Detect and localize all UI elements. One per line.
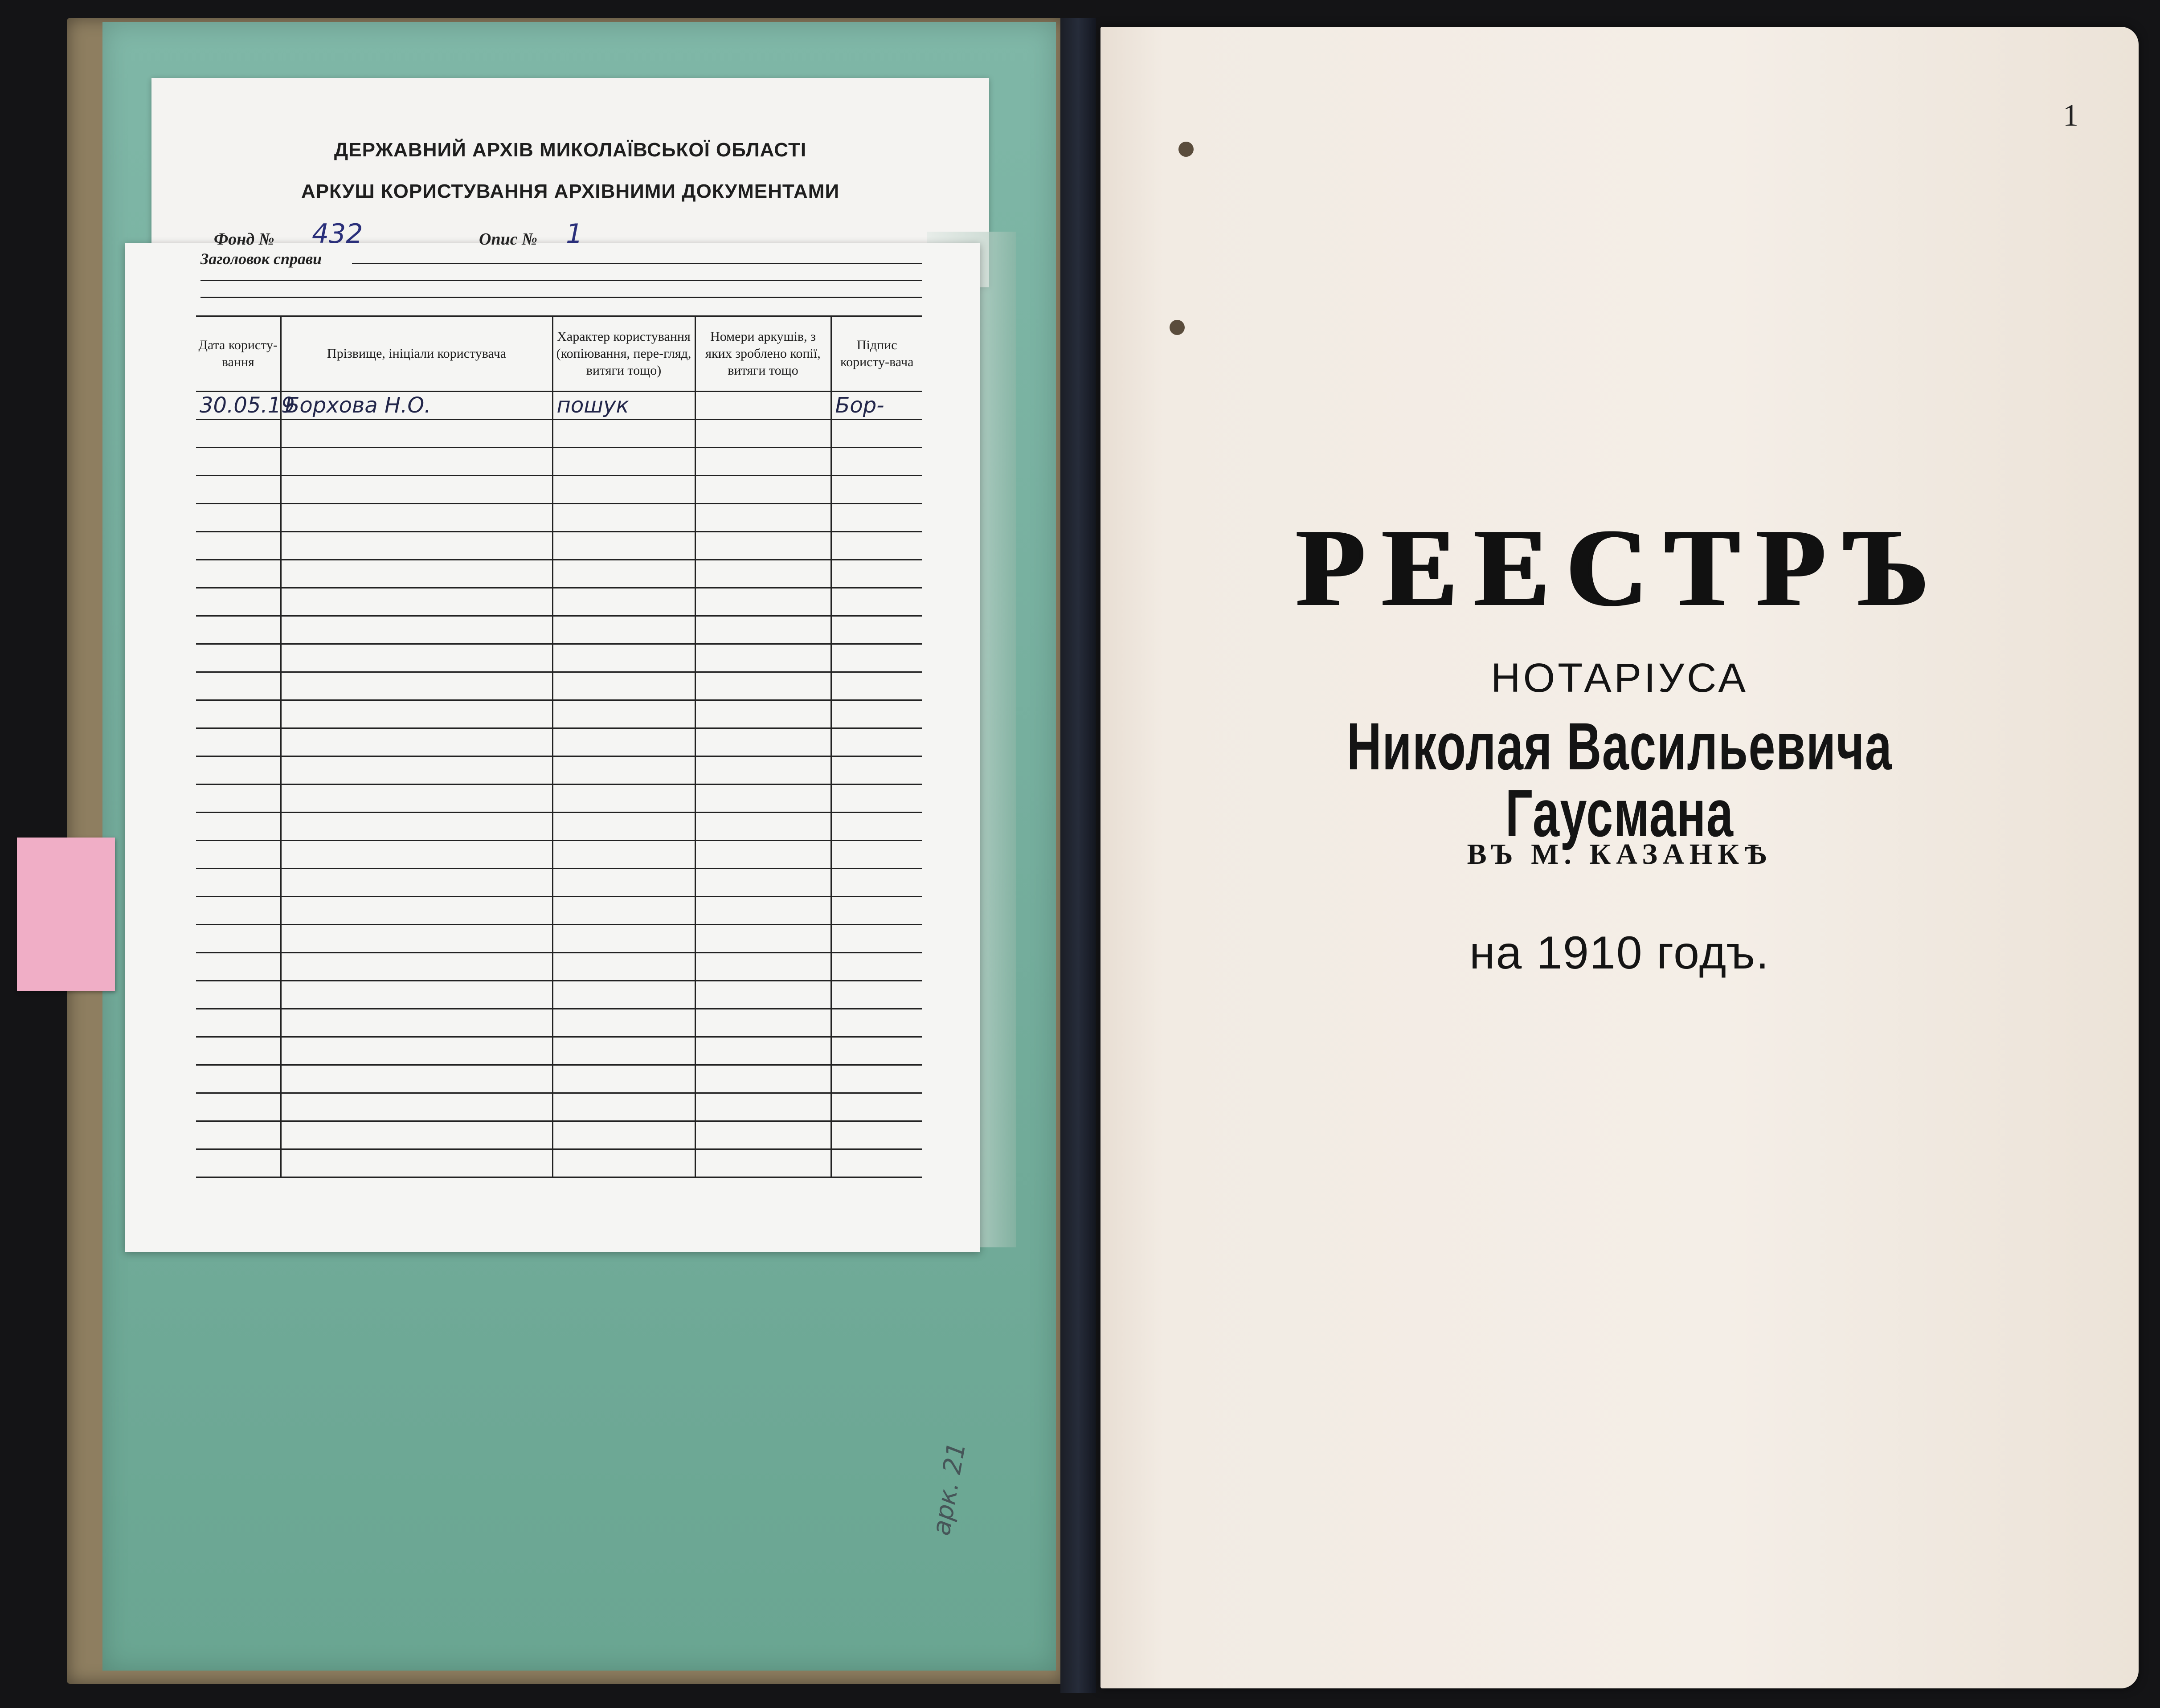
table-cell-empty bbox=[831, 476, 922, 504]
usage-table-header bbox=[196, 316, 922, 392]
case-title-rule-2 bbox=[200, 280, 922, 281]
table-cell-empty bbox=[552, 728, 695, 756]
table-row-empty bbox=[196, 588, 922, 616]
table-cell-empty bbox=[281, 700, 552, 728]
table-cell-empty bbox=[552, 700, 695, 728]
table-cell-empty bbox=[831, 1149, 922, 1177]
table-cell-empty bbox=[552, 532, 695, 560]
table-cell-empty bbox=[695, 1121, 831, 1149]
page-number: 1 bbox=[2063, 98, 2078, 133]
table-cell-empty bbox=[831, 616, 922, 644]
table-cell-empty bbox=[196, 841, 281, 869]
table-cell-empty bbox=[281, 532, 552, 560]
col-header-name: Прізвище, ініціали користувача bbox=[281, 316, 552, 392]
table-cell-empty bbox=[552, 644, 695, 672]
table-cell-empty bbox=[281, 897, 552, 925]
table-row-empty bbox=[196, 897, 922, 925]
table-cell-empty bbox=[695, 897, 831, 925]
table-cell-empty bbox=[552, 953, 695, 981]
table-cell-empty bbox=[281, 1149, 552, 1177]
binding-hole-top bbox=[1178, 142, 1194, 157]
table-cell-empty bbox=[552, 672, 695, 700]
table-cell-empty bbox=[196, 785, 281, 813]
usage-table bbox=[196, 315, 922, 1178]
opys-label: Опис № bbox=[479, 230, 537, 249]
place-line: ВЪ М. КАЗАНКѢ bbox=[1467, 838, 1772, 870]
table-cell-empty bbox=[196, 588, 281, 616]
table-cell-empty bbox=[831, 672, 922, 700]
table-cell-empty bbox=[695, 841, 831, 869]
table-cell-empty bbox=[552, 813, 695, 841]
table-cell-empty bbox=[695, 953, 831, 981]
table-cell-empty bbox=[196, 1037, 281, 1065]
table-cell-empty bbox=[831, 728, 922, 756]
table-row-empty bbox=[196, 560, 922, 588]
table-cell-empty bbox=[196, 672, 281, 700]
cell-date: 30.05.19 bbox=[196, 392, 281, 420]
table-row-empty bbox=[196, 981, 922, 1009]
table-cell-empty bbox=[695, 700, 831, 728]
table-cell-empty bbox=[552, 616, 695, 644]
table-row-empty bbox=[196, 1121, 922, 1149]
table-cell-empty bbox=[831, 1093, 922, 1121]
table-cell-empty bbox=[281, 588, 552, 616]
table-cell-empty bbox=[831, 1121, 922, 1149]
table-row-empty bbox=[196, 813, 922, 841]
table-cell-empty bbox=[196, 981, 281, 1009]
table-cell-empty bbox=[831, 841, 922, 869]
table-cell-empty bbox=[552, 756, 695, 785]
table-cell-empty bbox=[196, 616, 281, 644]
case-title-rule-3 bbox=[200, 297, 922, 298]
table-cell-empty bbox=[831, 813, 922, 841]
table-cell-empty bbox=[196, 560, 281, 588]
cell-usage-type: пошук bbox=[552, 392, 695, 420]
table-row-empty bbox=[196, 504, 922, 532]
table-cell-empty bbox=[196, 532, 281, 560]
case-title-rule-1 bbox=[352, 263, 922, 264]
table-cell-empty bbox=[281, 448, 552, 476]
table-cell-empty bbox=[196, 1065, 281, 1093]
table-row-empty bbox=[196, 532, 922, 560]
binding-hole-middle bbox=[1170, 320, 1185, 335]
case-title-label: Заголовок справи bbox=[200, 250, 322, 268]
table-cell-empty bbox=[196, 813, 281, 841]
register-title: РЕЕСТРЪ bbox=[1295, 506, 1944, 629]
table-row-empty bbox=[196, 728, 922, 756]
table-cell-empty bbox=[831, 981, 922, 1009]
archive-name: ДЕРЖАВНИЙ АРХІВ МИКОЛАЇВСЬКОЇ ОБЛАСТІ bbox=[334, 139, 807, 161]
table-cell-empty bbox=[281, 813, 552, 841]
table-row-empty bbox=[196, 1065, 922, 1093]
table-row-empty bbox=[196, 1149, 922, 1177]
table-cell-empty bbox=[831, 420, 922, 448]
table-cell-empty bbox=[281, 672, 552, 700]
notary-word: НОТАРІУСА bbox=[1491, 655, 1748, 701]
cell-signature: Бор- bbox=[831, 392, 922, 420]
table-cell-empty bbox=[196, 700, 281, 728]
table-cell-empty bbox=[831, 785, 922, 813]
table-cell-empty bbox=[281, 953, 552, 981]
table-cell-empty bbox=[831, 532, 922, 560]
table-cell-empty bbox=[281, 869, 552, 897]
cell-name: Борхова Н.О. bbox=[281, 392, 552, 420]
table-cell-empty bbox=[552, 588, 695, 616]
table-cell-empty bbox=[695, 560, 831, 588]
table-cell-empty bbox=[831, 1009, 922, 1037]
table-cell-empty bbox=[552, 1121, 695, 1149]
table-cell-empty bbox=[695, 1149, 831, 1177]
table-cell-empty bbox=[831, 700, 922, 728]
table-row-empty bbox=[196, 1093, 922, 1121]
table-cell-empty bbox=[695, 504, 831, 532]
table-cell-empty bbox=[552, 785, 695, 813]
table-cell-empty bbox=[695, 420, 831, 448]
col-header-sheet-numbers: Номери аркушів, з яких зроблено копії, витяги тощо bbox=[695, 316, 831, 392]
table-cell-empty bbox=[695, 785, 831, 813]
table-cell-empty bbox=[831, 504, 922, 532]
table-cell-empty bbox=[196, 1093, 281, 1121]
table-cell-empty bbox=[695, 532, 831, 560]
table-row-empty bbox=[196, 756, 922, 785]
table-cell-empty bbox=[695, 813, 831, 841]
table-row-empty bbox=[196, 1037, 922, 1065]
table-cell-empty bbox=[281, 756, 552, 785]
sheet-title: АРКУШ КОРИСТУВАННЯ АРХІВНИМИ ДОКУМЕНТАМИ bbox=[301, 180, 840, 202]
table-cell-empty bbox=[552, 1093, 695, 1121]
table-cell-empty bbox=[831, 897, 922, 925]
table-cell-empty bbox=[695, 981, 831, 1009]
table-cell-empty bbox=[831, 869, 922, 897]
table-cell-empty bbox=[831, 953, 922, 981]
table-cell-empty bbox=[552, 897, 695, 925]
table-cell-empty bbox=[281, 1065, 552, 1093]
table-cell-empty bbox=[196, 420, 281, 448]
table-row-empty bbox=[196, 841, 922, 869]
table-cell-empty bbox=[695, 1065, 831, 1093]
opys-value: 1 bbox=[566, 218, 583, 249]
table-cell-empty bbox=[695, 644, 831, 672]
table-cell-empty bbox=[552, 476, 695, 504]
table-cell-empty bbox=[831, 1065, 922, 1093]
table-row-empty bbox=[196, 448, 922, 476]
table-cell-empty bbox=[281, 925, 552, 953]
table-row-empty bbox=[196, 700, 922, 728]
table-cell-empty bbox=[281, 616, 552, 644]
table-cell-empty bbox=[831, 588, 922, 616]
table-cell-empty bbox=[281, 560, 552, 588]
table-cell-empty bbox=[196, 504, 281, 532]
col-header-signature: Підпис користу-вача bbox=[831, 316, 922, 392]
table-row-empty bbox=[196, 1009, 922, 1037]
table-cell-empty bbox=[552, 869, 695, 897]
table-cell-empty bbox=[695, 448, 831, 476]
table-row-empty bbox=[196, 925, 922, 953]
table-cell-empty bbox=[196, 925, 281, 953]
table-cell-empty bbox=[196, 897, 281, 925]
table-cell-empty bbox=[196, 448, 281, 476]
table-cell-empty bbox=[695, 925, 831, 953]
table-cell-empty bbox=[831, 756, 922, 785]
table-cell-empty bbox=[695, 1037, 831, 1065]
table-cell-empty bbox=[196, 476, 281, 504]
year-line: на 1910 годъ. bbox=[1469, 927, 1770, 979]
table-cell-empty bbox=[831, 448, 922, 476]
book-spine bbox=[1060, 18, 1096, 1693]
table-cell-empty bbox=[281, 728, 552, 756]
table-row-empty bbox=[196, 476, 922, 504]
table-cell-empty bbox=[831, 1037, 922, 1065]
table-cell-empty bbox=[695, 1093, 831, 1121]
table-cell-empty bbox=[695, 869, 831, 897]
col-header-date: Дата користу-вання bbox=[196, 316, 281, 392]
table-cell-empty bbox=[552, 560, 695, 588]
table-cell-empty bbox=[281, 504, 552, 532]
fond-value: 432 bbox=[312, 218, 363, 249]
table-cell-empty bbox=[196, 1149, 281, 1177]
table-cell-empty bbox=[552, 1009, 695, 1037]
table-cell-empty bbox=[281, 1121, 552, 1149]
table-cell-empty bbox=[831, 560, 922, 588]
table-row bbox=[196, 392, 922, 420]
table-cell-empty bbox=[196, 1121, 281, 1149]
table-cell-empty bbox=[281, 420, 552, 448]
table-cell-empty bbox=[552, 841, 695, 869]
fond-label: Фонд № bbox=[214, 230, 274, 249]
col-header-usage-type: Характер користування (копіювання, пере-гляд, витяги тощо) bbox=[552, 316, 695, 392]
table-cell-empty bbox=[281, 644, 552, 672]
pencil-sheet-note: арк. 21 bbox=[927, 1440, 972, 1538]
table-cell-empty bbox=[552, 504, 695, 532]
table-cell-empty bbox=[552, 1037, 695, 1065]
table-row-empty bbox=[196, 869, 922, 897]
table-cell-empty bbox=[281, 1009, 552, 1037]
table-cell-empty bbox=[196, 728, 281, 756]
table-row-empty bbox=[196, 953, 922, 981]
table-cell-empty bbox=[552, 981, 695, 1009]
table-cell-empty bbox=[281, 841, 552, 869]
table-cell-empty bbox=[695, 1009, 831, 1037]
table-cell-empty bbox=[196, 644, 281, 672]
table-row-empty bbox=[196, 616, 922, 644]
table-cell-empty bbox=[552, 420, 695, 448]
table-row-empty bbox=[196, 785, 922, 813]
table-cell-empty bbox=[196, 869, 281, 897]
table-cell-empty bbox=[196, 1009, 281, 1037]
pink-bookmark-tab bbox=[17, 838, 115, 991]
table-cell-empty bbox=[695, 672, 831, 700]
table-row-empty bbox=[196, 644, 922, 672]
table-cell-empty bbox=[831, 644, 922, 672]
table-cell-empty bbox=[552, 1065, 695, 1093]
table-cell-empty bbox=[695, 728, 831, 756]
table-cell-empty bbox=[695, 756, 831, 785]
table-cell-empty bbox=[552, 1149, 695, 1177]
cell-sheet-numbers bbox=[695, 392, 831, 420]
table-cell-empty bbox=[281, 785, 552, 813]
table-cell-empty bbox=[281, 476, 552, 504]
table-cell-empty bbox=[552, 448, 695, 476]
table-cell-empty bbox=[281, 1093, 552, 1121]
table-cell-empty bbox=[196, 953, 281, 981]
table-cell-empty bbox=[831, 925, 922, 953]
table-cell-empty bbox=[196, 756, 281, 785]
table-cell-empty bbox=[281, 981, 552, 1009]
table-cell-empty bbox=[281, 1037, 552, 1065]
table-row-empty bbox=[196, 420, 922, 448]
table-row-empty bbox=[196, 672, 922, 700]
table-cell-empty bbox=[552, 925, 695, 953]
table-cell-empty bbox=[695, 616, 831, 644]
table-cell-empty bbox=[695, 588, 831, 616]
notary-name: Николая Васильевича Гаусмана bbox=[1346, 709, 1893, 850]
table-cell-empty bbox=[695, 476, 831, 504]
